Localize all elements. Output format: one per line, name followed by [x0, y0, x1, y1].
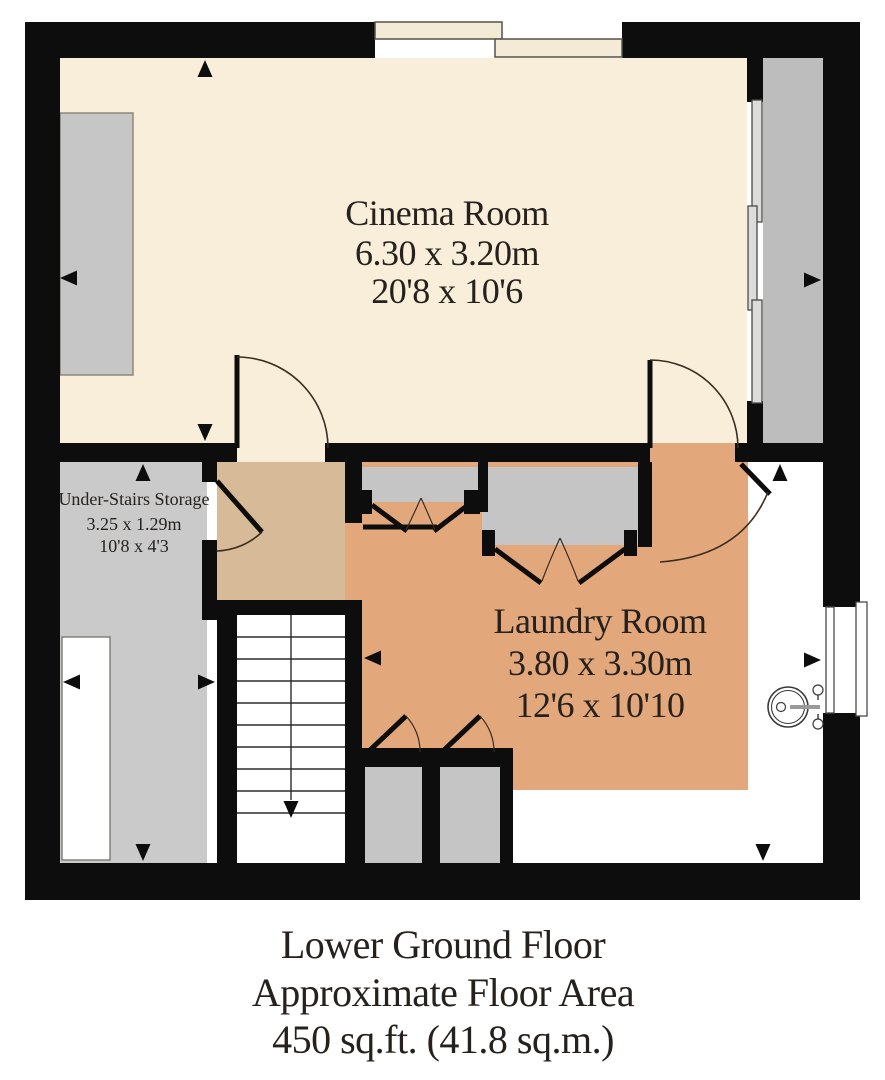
right-window-pane-1 — [752, 100, 762, 222]
sink-tap-cold — [813, 719, 823, 729]
caption-floor-name: Lower Ground Floor — [280, 922, 606, 967]
storage-recess — [62, 637, 110, 860]
chimney-breast — [60, 113, 133, 375]
laundry-room-name: Laundry Room — [493, 601, 707, 641]
cupboard-alcove-left — [360, 467, 480, 502]
cinema-room-metric: 6.30 x 3.20m — [354, 233, 540, 273]
corridor-window-sill — [856, 602, 867, 716]
storage-imperial: 10'8 x 4'3 — [99, 536, 169, 556]
cupboard-bottom-right — [440, 767, 500, 863]
lightwell-floor — [763, 58, 823, 443]
top-window-pane-1 — [375, 22, 502, 39]
corridor-window-glazing — [826, 607, 834, 713]
cupboard-alcove-right — [482, 467, 638, 545]
storage-name: Under-Stairs Storage — [58, 489, 210, 509]
plan-caption — [252, 922, 635, 1062]
corridor-floor-bottom — [513, 790, 823, 863]
caption-area-value: 450 sq.ft. (41.8 sq.m.) — [272, 1017, 614, 1062]
caption-area-label: Approximate Floor Area — [251, 970, 635, 1015]
cinema-room-name: Cinema Room — [345, 193, 549, 233]
right-window-pane-2 — [748, 206, 757, 310]
corridor-floor — [748, 462, 823, 790]
vestibule-floor — [217, 462, 345, 600]
cupboard-bottom-left — [365, 767, 422, 863]
sink-drain — [777, 703, 786, 712]
top-window-pane-2 — [495, 39, 622, 57]
right-window-pane-3 — [752, 300, 762, 403]
sink-icon — [768, 685, 823, 729]
laundry-door-threshold — [650, 443, 735, 462]
laundry-room-imperial: 12'6 x 10'10 — [515, 685, 685, 725]
storage-metric: 3.25 x 1.29m — [86, 514, 182, 534]
laundry-room-metric: 3.80 x 3.30m — [507, 643, 693, 683]
cinema-room-imperial: 20'8 x 10'6 — [371, 271, 523, 311]
sink-tap-hot — [813, 685, 823, 695]
cinema-door-threshold — [237, 443, 325, 462]
